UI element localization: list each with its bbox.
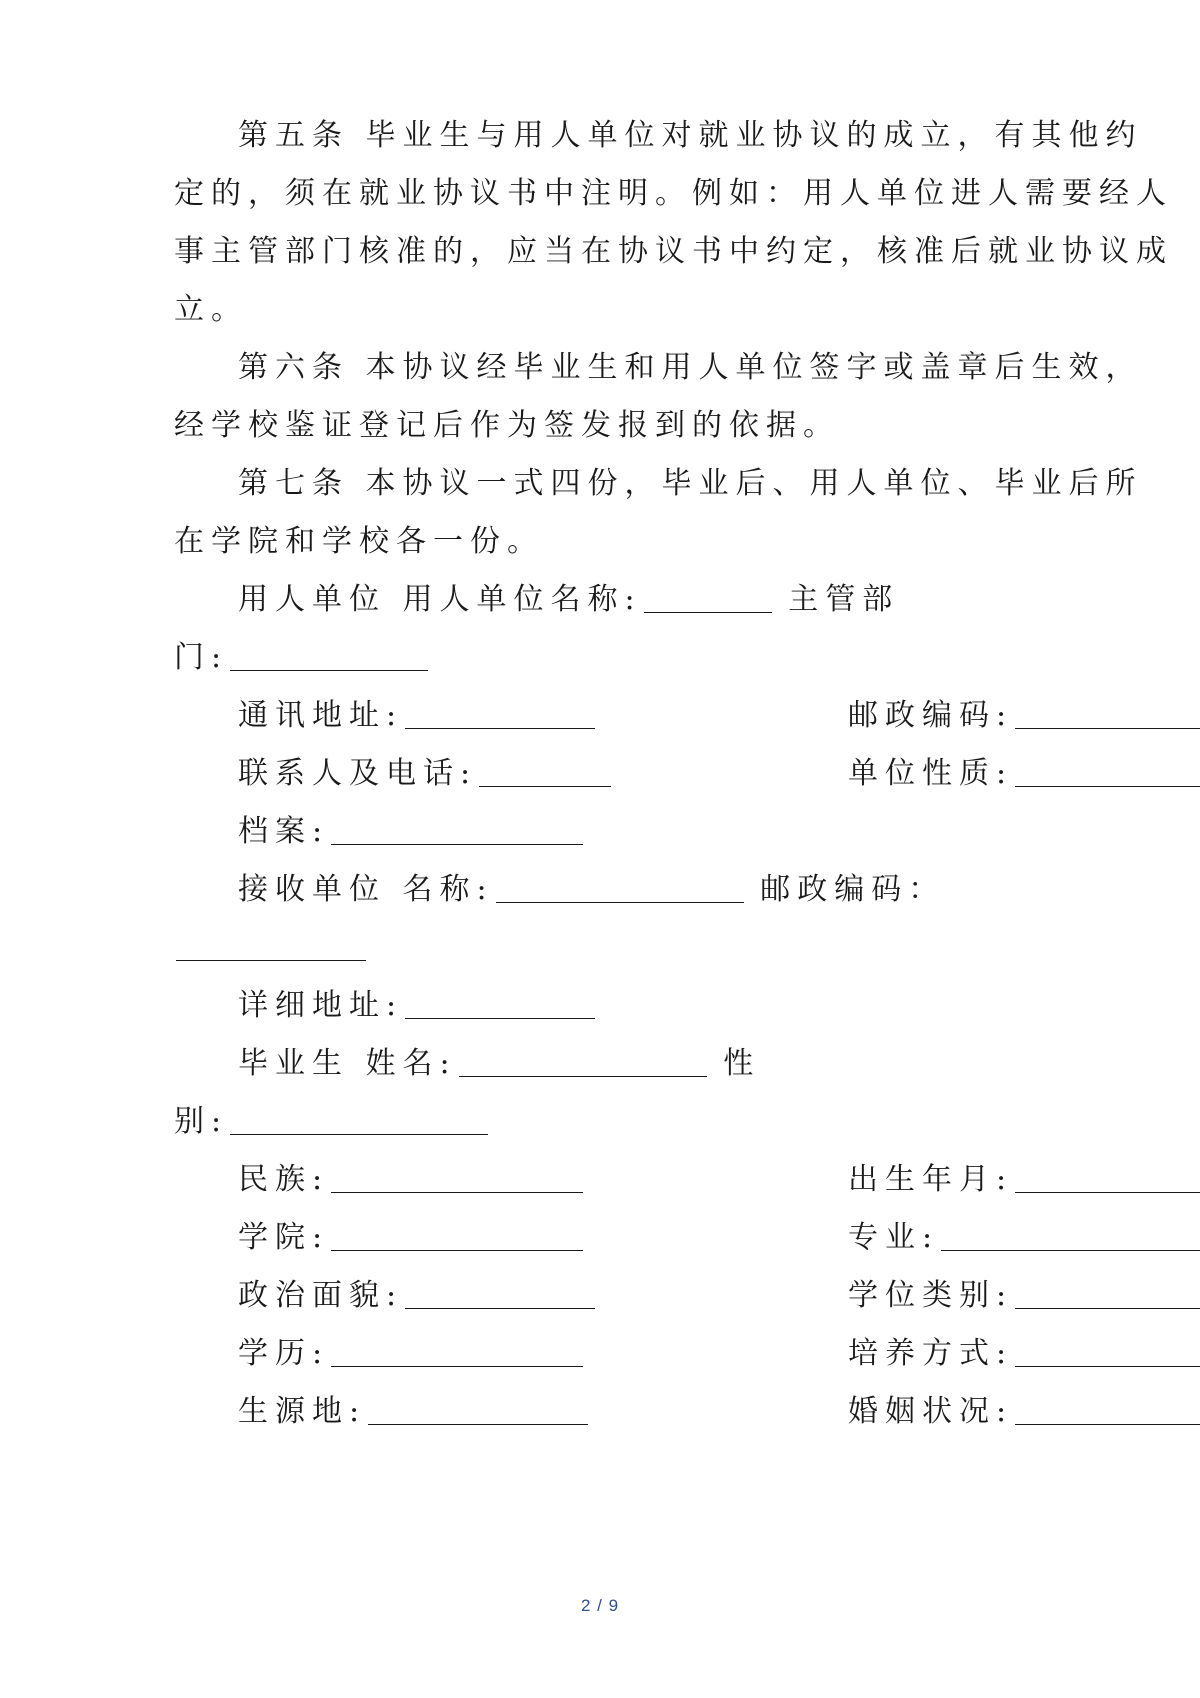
- receiver-row-2: [174, 928, 1044, 968]
- receiver-name-blank[interactable]: [496, 872, 744, 903]
- employer-heading: 用人单位: [238, 582, 386, 617]
- graduate-gender-blank[interactable]: [230, 1104, 488, 1135]
- receiver-postcode-label: 邮政编码：: [760, 872, 946, 907]
- employer-dept-label-cont: 门:: [174, 640, 229, 675]
- graduate-row-5: [238, 1276, 1108, 1316]
- employer-archive-label: 档案:: [238, 814, 330, 849]
- graduate-marital-label: 婚姻状况:: [848, 1394, 1014, 1429]
- employer-row-2: [174, 638, 1044, 678]
- employer-postcode-label: 邮政编码:: [848, 698, 1014, 733]
- employer-nature-field: [848, 754, 1200, 794]
- employer-contact-blank[interactable]: [479, 756, 611, 787]
- graduate-row-3: [238, 1160, 1108, 1200]
- graduate-marital-blank[interactable]: [1015, 1394, 1200, 1425]
- graduate-name-label: 姓名:: [365, 1046, 457, 1081]
- receiver-address-label: 详细地址:: [238, 988, 404, 1023]
- employer-address-label: 通讯地址:: [238, 698, 404, 733]
- receiver-row-1: [238, 870, 1108, 910]
- graduate-row-4: [238, 1218, 1108, 1258]
- graduate-row-7: [238, 1392, 1108, 1432]
- page-number: 2 / 9: [580, 1596, 620, 1615]
- employer-postcode-field: [848, 696, 1200, 736]
- article-6-line-2: 经学校鉴证登记后作为签发报到的依据。: [174, 408, 840, 443]
- employer-nature-label: 单位性质:: [848, 756, 1014, 791]
- graduate-major-field: [848, 1218, 1200, 1258]
- graduate-ethnicity-label: 民族:: [238, 1162, 330, 1197]
- graduate-birth-label: 出生年月:: [848, 1162, 1014, 1197]
- graduate-degree-type-field: [848, 1276, 1200, 1316]
- article-6-line-1: 第六条 本协议经毕业生和用人单位签字或盖章后生效，: [238, 350, 1143, 385]
- graduate-major-blank[interactable]: [941, 1220, 1200, 1251]
- graduate-marital-field: [848, 1392, 1200, 1432]
- graduate-heading: 毕业生: [238, 1046, 349, 1081]
- graduate-degree-type-label: 学位类别:: [848, 1278, 1014, 1313]
- article-7-line-1: 第七条 本协议一式四份，毕业后、用人单位、毕业后所: [238, 466, 1143, 501]
- employer-nature-blank[interactable]: [1015, 756, 1200, 787]
- employer-row-5: [238, 812, 1108, 852]
- graduate-origin-label: 生源地:: [238, 1394, 367, 1429]
- graduate-ethnicity-blank[interactable]: [331, 1162, 583, 1193]
- graduate-degree-type-blank[interactable]: [1015, 1278, 1200, 1309]
- employer-archive-blank[interactable]: [331, 814, 583, 845]
- employer-address-blank[interactable]: [405, 698, 595, 729]
- article-5-line-2: 定的，须在就业协议书中注明。例如：用人单位进人需要经人: [174, 176, 1173, 211]
- article-5-line-1: 第五条 毕业生与用人单位对就业协议的成立，有其他约: [238, 118, 1143, 153]
- graduate-row-6: [238, 1334, 1108, 1374]
- graduate-political-blank[interactable]: [405, 1278, 595, 1309]
- employer-row-4: [238, 754, 1108, 794]
- employer-contact-label: 联系人及电话:: [238, 756, 478, 791]
- graduate-college-blank[interactable]: [331, 1220, 583, 1251]
- graduate-training-blank[interactable]: [1015, 1336, 1200, 1367]
- employer-name-label: 用人单位名称:: [402, 582, 642, 617]
- graduate-political-label: 政治面貌:: [238, 1278, 404, 1313]
- receiver-heading: 接收单位: [238, 872, 386, 907]
- graduate-row-2: [174, 1102, 1044, 1142]
- graduate-training-field: [848, 1334, 1200, 1374]
- article-5-line-3: 事主管部门核准的，应当在协议书中约定，核准后就业协议成: [174, 234, 1173, 269]
- graduate-name-blank[interactable]: [459, 1046, 707, 1077]
- article-7-line-2: 在学院和学校各一份。: [174, 524, 544, 559]
- graduate-birth-blank[interactable]: [1015, 1162, 1200, 1193]
- graduate-gender-label-cont: 别:: [174, 1104, 229, 1139]
- receiver-name-label: 名称:: [402, 872, 494, 907]
- graduate-education-blank[interactable]: [331, 1336, 583, 1367]
- receiver-address-blank[interactable]: [405, 988, 595, 1019]
- graduate-training-label: 培养方式:: [848, 1336, 1014, 1371]
- graduate-major-label: 专业:: [848, 1220, 940, 1255]
- employer-row-1: [238, 580, 1108, 620]
- graduate-gender-label: 性: [723, 1046, 761, 1081]
- employer-dept-label: 主管部: [788, 582, 900, 617]
- receiver-row-3: [238, 986, 1108, 1026]
- employer-row-3: [238, 696, 1108, 736]
- graduate-education-label: 学历:: [238, 1336, 330, 1371]
- receiver-postcode-blank[interactable]: [176, 930, 366, 961]
- employer-postcode-blank[interactable]: [1015, 698, 1200, 729]
- employer-dept-blank[interactable]: [230, 640, 428, 671]
- employer-name-blank[interactable]: [644, 582, 772, 613]
- article-5-line-4: 立。: [174, 292, 248, 327]
- graduate-origin-blank[interactable]: [368, 1394, 588, 1425]
- graduate-college-label: 学院:: [238, 1220, 330, 1255]
- graduate-birth-field: [848, 1160, 1200, 1200]
- graduate-row-1: [238, 1044, 1108, 1084]
